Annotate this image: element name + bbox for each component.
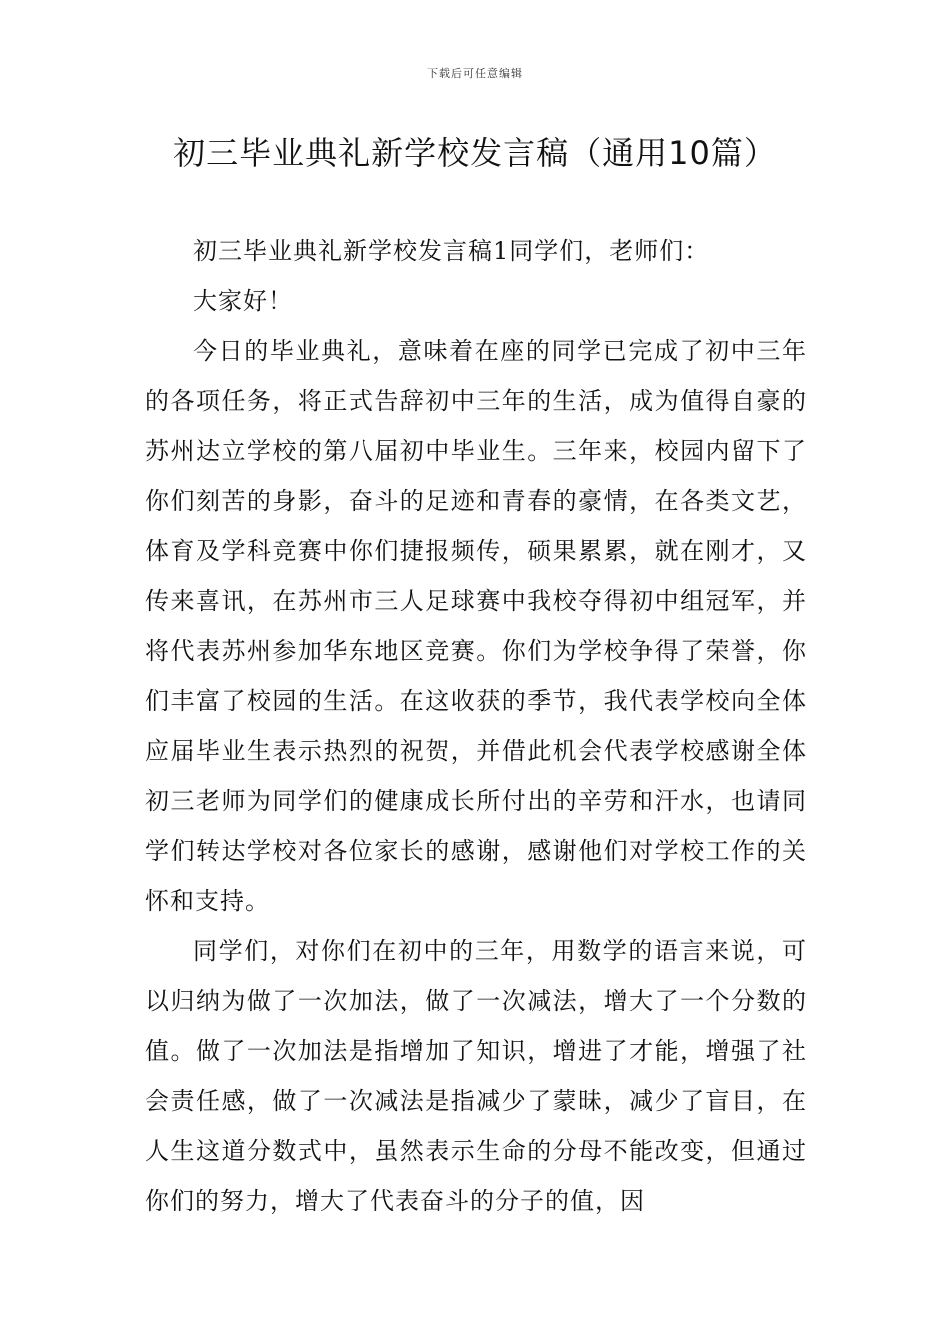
document-title: 初三毕业典礼新学校发言稿（通用10篇） — [173, 134, 777, 172]
document-body — [145, 226, 807, 1226]
header-note: 下载后可任意编辑 — [427, 67, 523, 80]
paragraph-body: 同学们，对你们在初中的三年，用数学的语言来说，可以归纳为做了一次加法，做了一次减法，增大了一个分数的值。做了一次加法是指增加了知识，增进了才能，增强了社会责任感，做了一次减法是指减少了蒙昧，减少了盲目，在人生这道分数式中，虽然表示生命的分母不能改变，但通过你们的努力，增大了代表奋斗的分子的值，因 — [145, 937, 807, 1215]
paragraph-body: 今日的毕业典礼，意味着在座的同学已完成了初中三年的各项任务，将正式告辞初中三年的生活，成为值得自豪的苏州达立学校的第八届初中毕业生。三年来，校园内留下了你们刻苦的身影，奋斗的足迹和青春的豪情，在各类文艺，体育及学科竞赛中你们捷报频传，硕果累累，就在刚才，又传来喜讯，在苏州市三人足球赛中我校夺得初中组冠军，并将代表苏州参加华东地区竞赛。你们为学校争得了荣誉，你们丰富了校园的生活。在这收获的季节，我代表学校向全体应届毕业生表示热烈的祝贺，并借此机会代表学校感谢全体初三老师为同学们的健康成长所付出的辛劳和汗水，也请同学们转达学校对各位家长的感谢，感谢他们对学校工作的关怀和支持。 — [145, 337, 807, 915]
paragraph-salutation: 大家好！ — [193, 287, 293, 315]
paragraph-greeting-line: 初三毕业典礼新学校发言稿1同学们，老师们： — [193, 237, 710, 265]
